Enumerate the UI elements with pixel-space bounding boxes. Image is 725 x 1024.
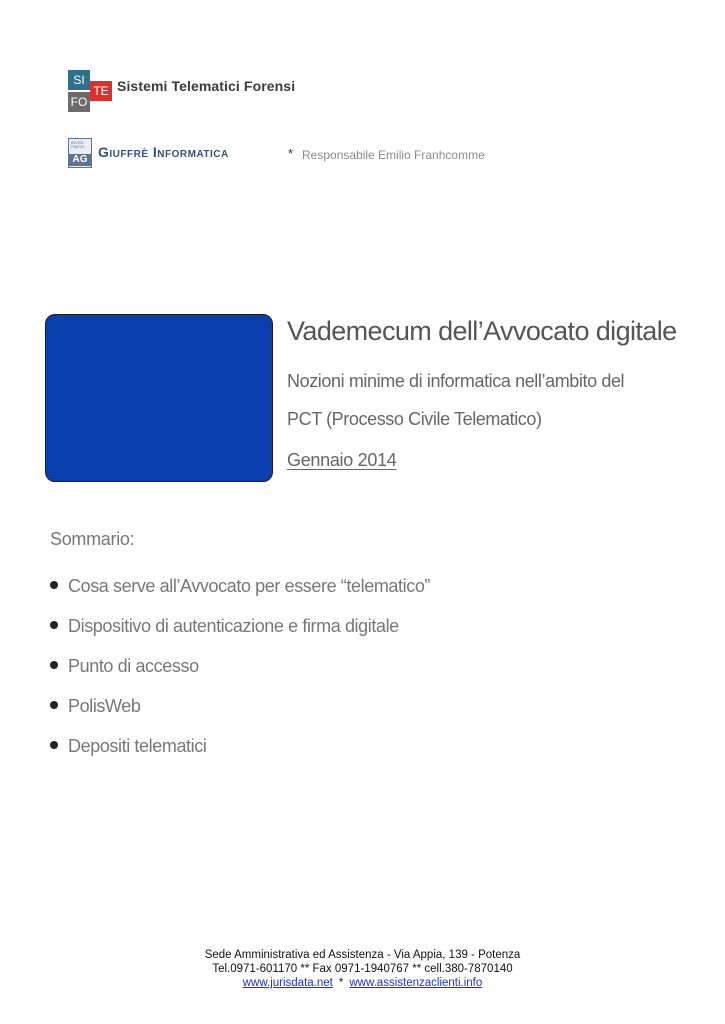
sitefo-name: Sistemi Telematici Forensi: [117, 78, 296, 94]
footer-separator: *: [338, 977, 344, 989]
cover-image-box: [45, 314, 273, 482]
footer-links: [0, 976, 725, 990]
summary-item-label: PolisWeb: [68, 695, 141, 716]
ag-logo-icon: [68, 138, 92, 168]
bullet-icon: [50, 581, 58, 589]
bullet-icon: [50, 741, 58, 749]
responsible-name: Responsabile Emilio Franhcomme: [302, 148, 485, 162]
ag-logo-text: AG: [69, 154, 91, 166]
giuffre-logo: [68, 138, 508, 168]
summary-item: [50, 606, 430, 646]
document-date: Gennaio 2014: [287, 450, 397, 470]
logo-square-te: TE: [90, 81, 112, 101]
summary-item: [50, 646, 430, 686]
summary-list: [50, 566, 430, 766]
logo-square-si: SI: [68, 70, 90, 90]
document-subtitle-line1: Nozioni minime di informatica nell’ambito del: [287, 371, 625, 391]
summary-item: [50, 686, 430, 726]
assistenzaclienti-link[interactable]: www.assistenzaclienti.info: [349, 977, 483, 989]
bullet-icon: [50, 621, 58, 629]
footer-contacts: Tel.0971-601170 ** Fax 0971-1940767 ** cell.380-7870140: [212, 963, 513, 975]
summary-item-label: Punto di accesso: [68, 655, 199, 676]
document-subtitle-line2: PCT (Processo Civile Telematico): [287, 409, 542, 429]
summary-item: [50, 726, 430, 766]
summary-item: [50, 566, 430, 606]
summary-item-label: Cosa serve all’Avvocato per essere “telematico”: [68, 575, 431, 596]
footer-address: Sede Amministrativa ed Assistenza - Via Appia, 139 - Potenza: [204, 949, 521, 961]
bullet-icon: [50, 701, 58, 709]
footer: [0, 948, 725, 990]
sitefo-logo: [68, 70, 308, 114]
logo-square-fo: FO: [68, 92, 90, 112]
summary-item-label: Dispositivo di autenticazione e firma digitale: [68, 615, 399, 636]
jurisdata-link[interactable]: www.jurisdata.net: [242, 977, 333, 989]
document-title: Vademecum dell’Avvocato digitale: [287, 316, 677, 346]
giuffre-name: Giuffrè Informatica: [98, 144, 229, 160]
summary-heading: Sommario:: [50, 529, 135, 549]
bullet-icon: [50, 661, 58, 669]
giuffre-separator: *: [288, 146, 294, 161]
ag-logo-small-text: INVITA PAVOS: [71, 140, 85, 149]
summary-item-label: Depositi telematici: [68, 735, 207, 756]
